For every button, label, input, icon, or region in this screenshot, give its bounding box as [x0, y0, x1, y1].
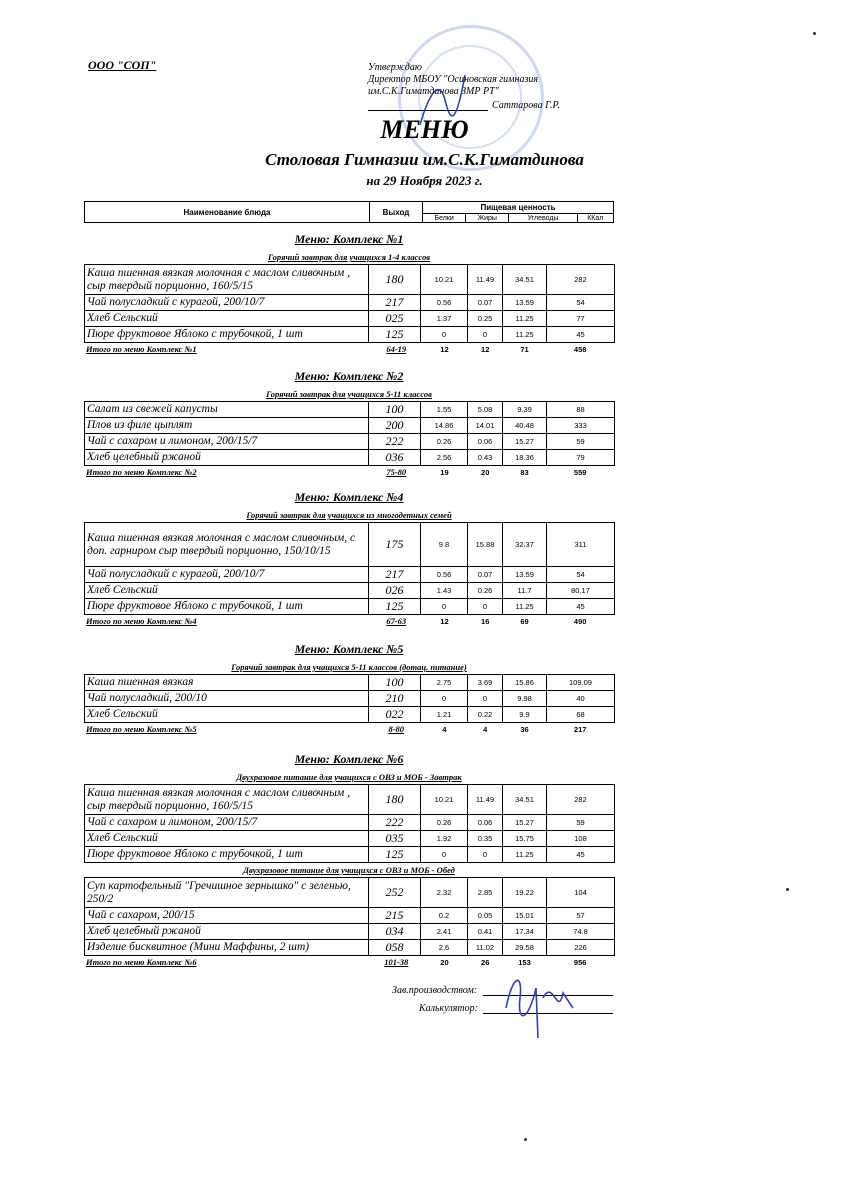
dish-fat: 0: [468, 327, 503, 343]
dish-output: 035: [369, 831, 421, 847]
table-row: [85, 707, 615, 723]
page-title: МЕНЮ: [380, 115, 469, 144]
dish-output: 210: [369, 691, 421, 707]
dish-output: 125: [369, 327, 421, 343]
dish-protein: 9.8: [421, 523, 468, 567]
dish-carbs: 11.25: [503, 311, 547, 327]
dish-output: 125: [369, 847, 421, 863]
dish-output: 175: [369, 523, 421, 567]
total-output: 101-38: [384, 957, 409, 967]
complex-subtitle: Горячий завтрак для учащихся из многодетных семей: [246, 510, 452, 520]
total-fat: 20: [481, 467, 490, 477]
dish-fat: 11.49: [468, 785, 503, 815]
dish-fat: 11.49: [468, 265, 503, 295]
dish-kcal: 54: [547, 295, 615, 311]
column-header-name: Наименование блюда: [85, 202, 370, 223]
dish-kcal: 45: [547, 599, 615, 615]
dish-name: Хлеб Сельский: [85, 583, 369, 599]
dish-carbs: 11.25: [503, 599, 547, 615]
dish-name: Хлеб Сельский: [85, 707, 369, 723]
table-row: [85, 908, 615, 924]
dish-protein: 0.26: [421, 434, 468, 450]
total-protein: 19: [440, 467, 449, 477]
dish-name: Чай с сахаром и лимоном, 200/15/7: [85, 434, 369, 450]
dish-carbs: 18.36: [503, 450, 547, 466]
dish-name: Хлеб целебный ржаной: [85, 450, 369, 466]
complex-total: [84, 466, 614, 478]
complex-section: [84, 490, 614, 627]
dish-carbs: 13.59: [503, 295, 547, 311]
table-row: [85, 691, 615, 707]
total-carbs: 36: [520, 724, 529, 734]
dish-name: Чай с сахаром, 200/15: [85, 908, 369, 924]
menu-date: на 29 Ноября 2023 г.: [366, 173, 483, 188]
menu-table: [84, 784, 615, 863]
dish-kcal: 68: [547, 707, 615, 723]
dish-protein: 2.32: [421, 878, 468, 908]
dish-output: 222: [369, 815, 421, 831]
dish-output: 034: [369, 924, 421, 940]
total-fat: 26: [481, 957, 490, 967]
total-protein: 20: [440, 957, 449, 967]
dish-carbs: 11.7: [503, 583, 547, 599]
dish-output: 036: [369, 450, 421, 466]
dish-fat: 0.06: [468, 815, 503, 831]
dish-name: Каша пшенная вязкая молочная с маслом сливочным , сыр твердый порционно, 160/5/15: [85, 785, 369, 815]
table-row: [85, 583, 615, 599]
menu-table: [84, 522, 615, 615]
dish-protein: 0.26: [421, 815, 468, 831]
column-header-fat: Жиры: [466, 214, 509, 223]
dish-carbs: 9.98: [503, 691, 547, 707]
dish-output: 215: [369, 908, 421, 924]
dish-kcal: 104: [547, 878, 615, 908]
approval-line: им.С.К.Гиматдинова ЗМР РТ": [368, 86, 499, 97]
handwritten-signature: [498, 968, 578, 1048]
dish-kcal: 226: [547, 940, 615, 956]
total-carbs: 71: [520, 344, 529, 354]
complex-title: Меню: Комплекс №1: [294, 232, 404, 246]
table-row: [85, 940, 615, 956]
total-label: Итого по меню Комплекс №4: [86, 616, 197, 626]
table-row: [85, 847, 615, 863]
complex-total: [84, 956, 614, 968]
table-row: [85, 402, 615, 418]
dish-kcal: 333: [547, 418, 615, 434]
dish-protein: 0.56: [421, 295, 468, 311]
dish-output: 217: [369, 567, 421, 583]
dish-output: 200: [369, 418, 421, 434]
table-row: [85, 523, 615, 567]
table-row: [85, 450, 615, 466]
table-row: [85, 785, 615, 815]
table-row: [85, 924, 615, 940]
total-protein: 4: [442, 724, 447, 734]
dish-fat: 0: [468, 599, 503, 615]
table-row: [85, 599, 615, 615]
dish-name: Пюре фруктовое Яблоко с трубочкой, 1 шт: [85, 847, 369, 863]
dish-carbs: 15.01: [503, 908, 547, 924]
dish-name: Чай полусладкий с курагой, 200/10/7: [85, 295, 369, 311]
dish-output: 222: [369, 434, 421, 450]
dish-output: 026: [369, 583, 421, 599]
dish-carbs: 9.39: [503, 402, 547, 418]
complex-total: [84, 343, 614, 355]
table-header: [84, 201, 614, 223]
total-label: Итого по меню Комплекс №5: [86, 724, 197, 734]
complex-subtitle: Горячий завтрак для учащихся 5-11 классов (дотац. питание): [231, 662, 467, 672]
director-name: Саттарова Г.Р.: [492, 100, 561, 111]
dish-name: Салат из свежей капусты: [85, 402, 369, 418]
complex-section: [84, 752, 614, 968]
dish-protein: 1.37: [421, 311, 468, 327]
dish-kcal: 108: [547, 831, 615, 847]
dish-fat: 14.01: [468, 418, 503, 434]
table-row: [85, 265, 615, 295]
dish-carbs: 9.9: [503, 707, 547, 723]
column-header-output: Выход: [370, 202, 423, 223]
complex-total: [84, 615, 614, 627]
dish-carbs: 15.27: [503, 434, 547, 450]
dish-kcal: 311: [547, 523, 615, 567]
dish-fat: 0.07: [468, 295, 503, 311]
dish-carbs: 15.27: [503, 815, 547, 831]
dish-output: 180: [369, 265, 421, 295]
dish-output: 100: [369, 402, 421, 418]
dish-name: Пюре фруктовое Яблоко с трубочкой, 1 шт: [85, 327, 369, 343]
total-output: 75-80: [386, 467, 407, 477]
dish-kcal: 109.09: [547, 675, 615, 691]
dish-protein: 0: [421, 847, 468, 863]
dish-output: 058: [369, 940, 421, 956]
dish-kcal: 74.8: [547, 924, 615, 940]
dish-name: Каша пшенная вязкая: [85, 675, 369, 691]
column-header-kcal: ККал: [577, 214, 613, 223]
dish-protein: 0: [421, 599, 468, 615]
menu-table: [84, 877, 615, 956]
total-kcal: 559: [573, 467, 587, 477]
dish-protein: 2.41: [421, 924, 468, 940]
total-carbs: 83: [520, 467, 529, 477]
complex-total: [84, 723, 614, 735]
dish-output: 217: [369, 295, 421, 311]
dish-protein: 1.55: [421, 402, 468, 418]
menu-table: [84, 674, 615, 723]
total-fat: 16: [481, 616, 490, 626]
column-header-nutrition: Пищевая ценность: [423, 202, 614, 214]
dish-fat: 0: [468, 847, 503, 863]
dish-kcal: 57: [547, 908, 615, 924]
dish-output: 252: [369, 878, 421, 908]
dish-fat: 2.85: [468, 878, 503, 908]
dish-output: 100: [369, 675, 421, 691]
dish-carbs: 13.59: [503, 567, 547, 583]
complex-section: [84, 232, 614, 355]
table-row: [85, 831, 615, 847]
dish-protein: 10.21: [421, 785, 468, 815]
complex-section: [84, 369, 614, 478]
table-row: [85, 675, 615, 691]
dish-name: Изделие бисквитное (Мини Маффины, 2 шт): [85, 940, 369, 956]
table-row: [85, 327, 615, 343]
calculator-label: Калькулятор:: [419, 1003, 478, 1014]
dish-kcal: 45: [547, 327, 615, 343]
dish-carbs: 40.48: [503, 418, 547, 434]
table-row: [85, 434, 615, 450]
scan-artifact: [786, 888, 789, 891]
dish-kcal: 45: [547, 847, 615, 863]
total-protein: 12: [440, 344, 449, 354]
dish-name: Суп картофельный "Гречишное зернышко" с зеленью, 250/2: [85, 878, 369, 908]
dish-fat: 0.22: [468, 707, 503, 723]
dish-protein: 2.75: [421, 675, 468, 691]
dish-kcal: 77: [547, 311, 615, 327]
table-row: [85, 295, 615, 311]
dish-output: 125: [369, 599, 421, 615]
approval-line: Утверждаю: [368, 62, 422, 73]
dish-name: Хлеб целебный ржаной: [85, 924, 369, 940]
dish-protein: 1.21: [421, 707, 468, 723]
dish-fat: 0.05: [468, 908, 503, 924]
dish-kcal: 282: [547, 265, 615, 295]
dish-protein: 1.43: [421, 583, 468, 599]
dish-name: Каша пшенная вязкая молочная с маслом сливочным, с доп. гарниром сыр твердый порционно, 150/10/15: [85, 523, 369, 567]
dish-protein: 0.56: [421, 567, 468, 583]
dish-name: Чай полусладкий с курагой, 200/10/7: [85, 567, 369, 583]
dish-protein: 14.86: [421, 418, 468, 434]
total-output: 67-63: [386, 616, 407, 626]
complex-title: Меню: Комплекс №6: [294, 752, 404, 766]
complex-section: [84, 642, 614, 735]
approval-line: Директор МБОУ "Осиновская гимназия: [368, 74, 539, 85]
dish-protein: 10.21: [421, 265, 468, 295]
dish-protein: 0: [421, 327, 468, 343]
dish-kcal: 40: [547, 691, 615, 707]
dish-fat: 0.43: [468, 450, 503, 466]
dish-kcal: 80.17: [547, 583, 615, 599]
table-row: [85, 567, 615, 583]
dish-carbs: 19.22: [503, 878, 547, 908]
dish-carbs: 11.25: [503, 847, 547, 863]
dish-fat: 0.07: [468, 567, 503, 583]
complex-subtitle: Двухразовое питание для учащихся с ОВЗ и МОБ - Завтрак: [236, 772, 462, 782]
total-output: 8-80: [388, 724, 405, 734]
dish-fat: 0: [468, 691, 503, 707]
dish-fat: 3.69: [468, 675, 503, 691]
dish-carbs: 11.25: [503, 327, 547, 343]
dish-carbs: 15.75: [503, 831, 547, 847]
dish-fat: 15.88: [468, 523, 503, 567]
complex-subtitle: Горячий завтрак для учащихся 5-11 классов: [266, 389, 432, 399]
table-row: [85, 878, 615, 908]
dish-carbs: 15.86: [503, 675, 547, 691]
dish-kcal: 59: [547, 815, 615, 831]
menu-table: [84, 264, 615, 343]
column-header-carbs: Углеводы: [509, 214, 577, 223]
complex-title: Меню: Комплекс №2: [294, 369, 404, 383]
column-header-protein: Белки: [423, 214, 466, 223]
table-row: [85, 418, 615, 434]
dish-carbs: 17.34: [503, 924, 547, 940]
dish-carbs: 29.58: [503, 940, 547, 956]
dish-protein: 0: [421, 691, 468, 707]
dish-protein: 1.92: [421, 831, 468, 847]
total-kcal: 458: [573, 344, 587, 354]
dish-name: Чай полусладкий, 200/10: [85, 691, 369, 707]
dish-fat: 0.41: [468, 924, 503, 940]
dish-name: Хлеб Сельский: [85, 831, 369, 847]
dish-output: 025: [369, 311, 421, 327]
total-label: Итого по меню Комплекс №1: [86, 344, 197, 354]
dish-name: Чай с сахаром и лимоном, 200/15/7: [85, 815, 369, 831]
scan-artifact: [524, 1138, 527, 1141]
total-output: 64-19: [386, 344, 407, 354]
dish-name: Плов из филе цыплят: [85, 418, 369, 434]
dish-kcal: 282: [547, 785, 615, 815]
dish-fat: 0.06: [468, 434, 503, 450]
complex-subtitle: Горячий завтрак для учащихся 1-4 классов: [267, 252, 431, 262]
dish-protein: 2.56: [421, 450, 468, 466]
total-carbs: 69: [520, 616, 529, 626]
table-row: [85, 815, 615, 831]
dish-carbs: 34.51: [503, 265, 547, 295]
canteen-name: Столовая Гимназии им.С.К.Гиматдинова: [265, 150, 584, 169]
dish-name: Хлеб Сельский: [85, 311, 369, 327]
dish-kcal: 88: [547, 402, 615, 418]
dish-fat: 0.25: [468, 311, 503, 327]
total-protein: 12: [440, 616, 449, 626]
dish-fat: 0.35: [468, 831, 503, 847]
dish-output: 022: [369, 707, 421, 723]
total-kcal: 490: [573, 616, 587, 626]
dish-name: Каша пшенная вязкая молочная с маслом сливочным , сыр твердый порционно, 160/5/15: [85, 265, 369, 295]
production-manager-label: Зав.производством:: [392, 985, 478, 996]
total-fat: 12: [481, 344, 490, 354]
dish-protein: 0.2: [421, 908, 468, 924]
total-label: Итого по меню Комплекс №2: [86, 467, 197, 477]
dish-kcal: 79: [547, 450, 615, 466]
dish-fat: 0.26: [468, 583, 503, 599]
organization-name: ООО "СОП": [88, 58, 157, 72]
scan-artifact: [813, 32, 816, 35]
complex-title: Меню: Комплекс №4: [294, 490, 404, 504]
table-row: [85, 311, 615, 327]
total-fat: 4: [483, 724, 488, 734]
dish-kcal: 59: [547, 434, 615, 450]
complex-subtitle: Двухразовое питание для учащихся с ОВЗ и МОБ - Обед: [243, 865, 455, 875]
dish-output: 180: [369, 785, 421, 815]
dish-name: Пюре фруктовое Яблоко с трубочкой, 1 шт: [85, 599, 369, 615]
total-kcal: 956: [573, 957, 587, 967]
dish-carbs: 32.37: [503, 523, 547, 567]
complex-title: Меню: Комплекс №5: [294, 642, 404, 656]
dish-carbs: 34.51: [503, 785, 547, 815]
dish-fat: 5.08: [468, 402, 503, 418]
total-carbs: 153: [518, 957, 531, 967]
dish-fat: 11.02: [468, 940, 503, 956]
total-kcal: 217: [573, 724, 587, 734]
total-label: Итого по меню Комплекс №6: [86, 957, 197, 967]
dish-protein: 2,6: [421, 940, 468, 956]
menu-table: [84, 401, 615, 466]
dish-kcal: 54: [547, 567, 615, 583]
